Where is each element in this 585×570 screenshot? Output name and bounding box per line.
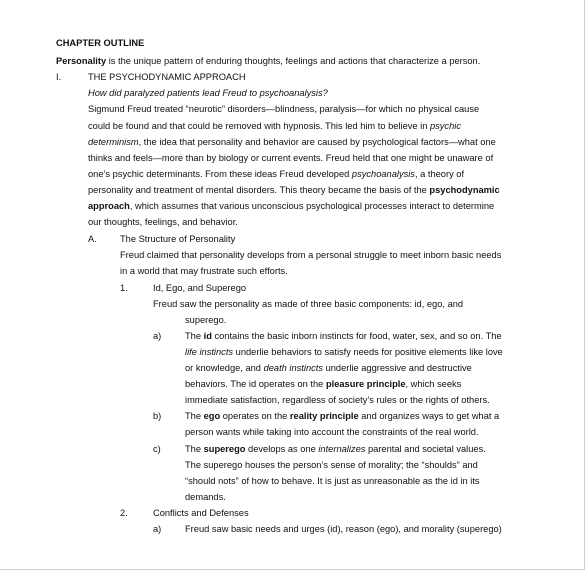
section-2-number: 2. [120, 508, 128, 518]
p1-1-line2: superego. [185, 315, 227, 325]
section-1-number: 1. [120, 283, 128, 293]
item-a-line3: or knowledge, and death instincts underlie aggressive and destructive [185, 363, 472, 373]
p1-line5: one’s psychic determinants. From these ideas Freud developed psychoanalysis, a theory of [88, 169, 465, 179]
item-2a-line1: Freud saw basic needs and urges (id), reason (ego), and morality (superego) [185, 524, 502, 534]
p1-line4: thinks and feels—more than by biology or current events. Freud held that one might be unaware of [88, 153, 494, 163]
item-b-line1: The ego operates on the reality principle and organizes ways to get what a [185, 411, 500, 421]
section-1-title: Id, Ego, and Superego [153, 283, 247, 293]
item-a-line1: The id contains the basic inborn instincts for food, water, sex, and so on. The [185, 331, 502, 341]
pa-line2: in a world that may frustrate such efforts. [120, 266, 288, 276]
section-a-number: A. [88, 234, 97, 244]
item-b-number: b) [153, 411, 162, 421]
intro-paragraph: Personality is the unique pattern of enduring thoughts, feelings and actions that characterize a person. [56, 56, 481, 66]
p1-line6: personality and treatment of mental disorders. This theory became the basis of the psychodynamic [88, 185, 500, 195]
item-a-line5: immediate satisfaction, regardless of society’s rules or the rights of others. [185, 395, 490, 405]
item-2a-number: a) [153, 524, 162, 534]
section-i-number: I. [56, 72, 62, 82]
item-a-line2: life instincts underlie behaviors to satisfy needs for positive elements like love [185, 347, 503, 357]
section-a-title: The Structure of Personality [120, 234, 236, 244]
item-a-number: a) [153, 331, 162, 341]
chapter-heading: CHAPTER OUTLINE [56, 38, 145, 48]
item-c-line4: demands. [185, 492, 226, 502]
item-c-line2: The superego houses the person’s sense of morality; the “shoulds” and [185, 460, 478, 470]
p1-line8: our thoughts, feelings, and behavior. [88, 217, 238, 227]
p1-1-line1: Freud saw the personality as made of three basic components: id, ego, and [153, 299, 464, 309]
item-c-line1: The superego develops as one internalizes parental and societal values. [185, 444, 486, 454]
item-c-number: c) [153, 444, 161, 454]
item-b-line2: person wants while taking into account the constraints of the real world. [185, 427, 479, 437]
p1-line3: determinism, the idea that personality and behavior are caused by psychological factors—what one [88, 137, 496, 147]
item-c-line3: “should nots” of how to behave. It is just as unreasonable as the id in its [185, 476, 480, 486]
p1-line1: Sigmund Freud treated “neurotic” disorders—blindness, paralysis—for which no physical cause [88, 104, 480, 114]
section-i-title: THE PSYCHODYNAMIC APPROACH [88, 72, 246, 82]
section-2-title: Conflicts and Defenses [153, 508, 249, 518]
pa-line1: Freud claimed that personality develops from a personal struggle to meet inborn basic needs [120, 250, 502, 260]
p1-line7: approach, which assumes that various unconscious psychological processes interact to determine [88, 201, 495, 211]
section-question: How did paralyzed patients lead Freud to psychoanalysis? [88, 88, 328, 98]
p1-line2: could be found and that could be removed with hypnosis. This led him to believe in psychic [88, 121, 461, 131]
item-a-line4: behaviors. The id operates on the pleasure principle, which seeks [185, 379, 462, 389]
